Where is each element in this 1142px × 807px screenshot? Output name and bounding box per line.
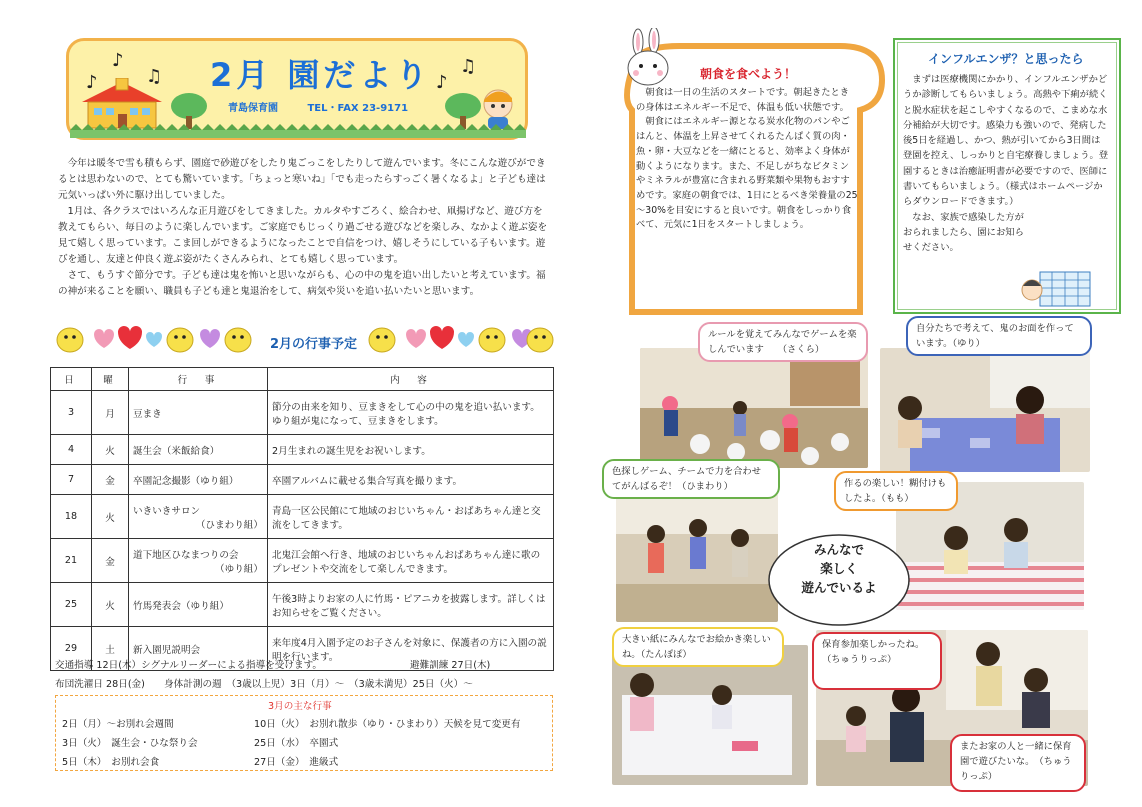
cell-event — [129, 583, 268, 627]
center-message-line: 楽しく — [820, 561, 858, 576]
school-name: 青島保育園 — [228, 103, 278, 114]
school-contact: TEL・FAX 23-9171 — [307, 103, 409, 114]
chick-hearts-decoration — [54, 322, 254, 358]
header-day: 日 — [51, 368, 92, 391]
events-table-header — [51, 368, 554, 391]
march-event-item: 27日（金） 進級式 — [254, 757, 339, 768]
cell-detail: 北鬼江会館へ行き、地域のおじいちゃんおばあちゃん達に歌のプレゼントや交流をして楽しんできます。 — [268, 539, 554, 583]
cell-event — [129, 391, 268, 435]
event-class: （ゆり組） — [215, 563, 263, 575]
events-title: 2月の行事予定 — [270, 337, 358, 352]
craft-speech-bubble: 作るの楽しい！糊付けもしたよ。（もも） — [834, 471, 958, 511]
color-game-photo — [616, 494, 778, 622]
intro-paragraph: 今年は暖冬で雪も積もらず、園庭で砂遊びをしたり鬼ごっこをしたりして遊んでいます。冬にこんな遊びができるとは思わないので、とても驚いています。「ちょっと寒いね」「でも走ったらすっごく暑くなるよ」と子ども達は元気いっぱい外に駆け出していました。 — [58, 158, 546, 201]
cell-detail: 卒園アルバムに載せる集合写真を撮ります。 — [268, 465, 554, 495]
influenza-paragraph: なお、家族で感染した方がおられましたら、園にお知らせください。 — [903, 211, 1024, 254]
header-event: 行 事 — [129, 368, 268, 391]
cell-weekday: 火 — [92, 435, 129, 465]
color-game-speech-bubble: 色探しゲーム、チームで力を合わせてがんばるぞ！（ひまわり） — [602, 459, 780, 499]
game-speech-bubble: ルールを覚えてみんなでゲームを楽しんでいます （さくら） — [698, 322, 868, 362]
event-name: 道下地区ひなまつりの会 — [133, 549, 239, 561]
breakfast-paragraph: 朝食は一日の生活のスタートです。朝起きたときの身体はエネルギー不足で、体温も低い状態です。 — [636, 87, 850, 113]
cell-day: 18 — [51, 495, 92, 539]
march-event-item: 2日（月）～お別れ会週間 — [62, 719, 174, 730]
event-name: 竹馬発表会（ゆり組） — [133, 600, 229, 612]
cell-detail: 2月生まれの誕生児をお祝いします。 — [268, 435, 554, 465]
cell-day: 29 — [51, 627, 92, 671]
cell-detail: 節分の由来を知り、豆まきをして心の中の鬼を追い払います。ゆり組が鬼になって、豆まきをします。 — [268, 391, 554, 435]
traffic-guidance-note: 交通指導 12日(木）シグナルリーダーによる指導を受けます。 — [55, 660, 322, 671]
event-name: 新入園児説明会 — [133, 644, 201, 656]
cell-weekday: 土 — [92, 627, 129, 671]
cell-day: 21 — [51, 539, 92, 583]
futon-measure-note: 布団洗濯日 28日(金) 身体計測の週 （3歳以上児）3日（月）～ （3歳未満児）25日（火）～ — [55, 679, 473, 690]
music-note-icon: ♪ — [112, 50, 124, 71]
music-note-icon: ♫ — [146, 66, 163, 87]
cell-day: 3 — [51, 391, 92, 435]
march-event-item: 25日（水） 卒園式 — [254, 738, 339, 749]
cell-weekday: 月 — [92, 391, 129, 435]
music-note-icon: ♪ — [86, 72, 98, 93]
grass-decoration — [70, 124, 526, 138]
cell-detail: 来年度4月入園予定のお子さんを対象に、保護者の方に入園の説明を行います。 — [268, 627, 554, 671]
header-detail: 内 容 — [268, 368, 554, 391]
events-table — [50, 367, 554, 671]
table-row — [51, 583, 554, 627]
event-name: いきいきサロン — [133, 505, 201, 517]
header-weekday: 曜 — [92, 368, 129, 391]
game-photo — [640, 348, 868, 468]
parents-speech-bubble: 保育参加楽しかったね。 （ちゅうりっぷ） — [812, 632, 942, 690]
cell-weekday: 金 — [92, 465, 129, 495]
again-speech-bubble: またお家の人と一緒に保育園で遊びたいな。 （ちゅうりっぷ） — [950, 734, 1086, 792]
march-event-item: 5日（木） お別れ会食 — [62, 757, 160, 768]
march-event-item: 10日（火） お別れ散歩（ゆり・ひまわり）天候を見て変更有 — [254, 719, 521, 730]
table-row — [51, 435, 554, 465]
march-event-item: 3日（火） 誕生会・ひな祭り会 — [62, 738, 198, 749]
page-title: 2月 園だより — [210, 56, 432, 94]
cell-day: 7 — [51, 465, 92, 495]
cell-day: 4 — [51, 435, 92, 465]
event-name: 豆まき — [133, 408, 162, 420]
breakfast-text — [636, 86, 858, 233]
mask-speech-bubble: 自分たちで考えて、鬼のお面を作っています。（ゆり） — [906, 316, 1092, 356]
mask-making-photo — [880, 348, 1090, 472]
influenza-title: インフルエンザ？と思ったら — [928, 52, 1084, 66]
table-row — [51, 495, 554, 539]
table-row — [51, 391, 554, 435]
school-house-icon — [76, 78, 168, 130]
intro-paragraph: さて、もうすぐ節分です。子ども達は鬼を怖いと思いながらも、心の中の鬼を追い出したいと考えています。福の神が来ることを願い、職員も子ども達と鬼退治をして、病気や災いを追い払いたいと思います。 — [58, 270, 546, 297]
event-name: 卒園記念撮影（ゆり組） — [133, 475, 239, 487]
cell-detail: 午後3時よりお家の人に竹馬・ピアニカを披露します。詳しくはお知らせをご覧ください。 — [268, 583, 554, 627]
table-row — [51, 465, 554, 495]
table-row — [51, 539, 554, 583]
influenza-paragraph: まずは医療機関にかかり、インフルエンザかどうか診断してもらいましょう。高熱や下痢が続くと脱水症状を起こしやすくなるので、こまめな水分補給が大切です。感染力も強いので、発病した後5日を経過し、かつ、熱が引いてから3日間は登園を控え、しっかりと自宅療養しましょう。登園するときは治癒証明書が必要ですので、医師に書いてもらいましょう。（様式はホームページからダウンロードできます。） — [903, 74, 1109, 208]
center-message-line: みんなで — [813, 542, 864, 557]
cell-event — [129, 435, 268, 465]
influenza-text — [903, 72, 1109, 256]
calendar-character-icon — [1020, 270, 1092, 310]
cell-event — [129, 539, 268, 583]
intro-paragraph: 1月は、各クラスではいろんな正月遊びをしてきました。カルタやすごろく、絵合わせ、凧揚げなど、遊び方を教えてもらい、毎日のように楽しんでいます。ご家庭でもじっくり過ごせる遊びなどを楽しみ、なかよく遊ぶ姿を見て嬉しく思っています。こま回しができるようになったことで自信をつけ、嬉しそうにしている子もいます。遊びを通し、友達と仲良く遊ぶ姿がたくさんみられ、とても嬉しく思っています。 — [58, 206, 548, 265]
school-info — [228, 99, 434, 114]
rabbit-icon — [618, 28, 680, 90]
breakfast-paragraph: 朝食にはエネルギー源となる炭水化物のパンやごはんと、体温を上昇させてくれるたんぱく質の肉・魚・卵・大豆などを一緒にとると、効率よく身体が動くようになります。また、不足しがちなビタミンやミネラルが豊富に含まれる野菜類や果物もおすすめです。家庭の朝食では、1日にとるべき栄養量の25～30%を目安にすると良いです。朝食をしっかり食べて、元気に1日をスタートしましょう。 — [636, 116, 858, 231]
intro-text — [58, 156, 548, 300]
center-message-line: 遊んでいるよ — [801, 580, 877, 595]
event-class: （ひまわり組） — [195, 519, 263, 531]
cell-detail: 青島一区公民館にて地域のおじいちゃん・おばあちゃん達と交流をしてきます。 — [268, 495, 554, 539]
breakfast-title: 朝食を食べよう！ — [700, 67, 797, 81]
cell-weekday: 火 — [92, 495, 129, 539]
music-note-icon: ♫ — [460, 56, 477, 77]
cell-event — [129, 495, 268, 539]
center-message — [774, 540, 904, 620]
cell-weekday: 金 — [92, 539, 129, 583]
event-name: 誕生会（米飯給食） — [133, 445, 220, 457]
evacuation-drill-note: 避難訓練 27日(木) — [410, 660, 491, 671]
cell-day: 25 — [51, 583, 92, 627]
music-note-icon: ♪ — [436, 72, 448, 93]
march-events-title: 3月の主な行事 — [268, 701, 332, 712]
drawing-speech-bubble: 大きい紙にみんなでお絵かき楽しいね。（たんぽぽ） — [612, 627, 784, 667]
chick-hearts-decoration — [366, 322, 556, 358]
cell-event — [129, 465, 268, 495]
cell-weekday: 火 — [92, 583, 129, 627]
